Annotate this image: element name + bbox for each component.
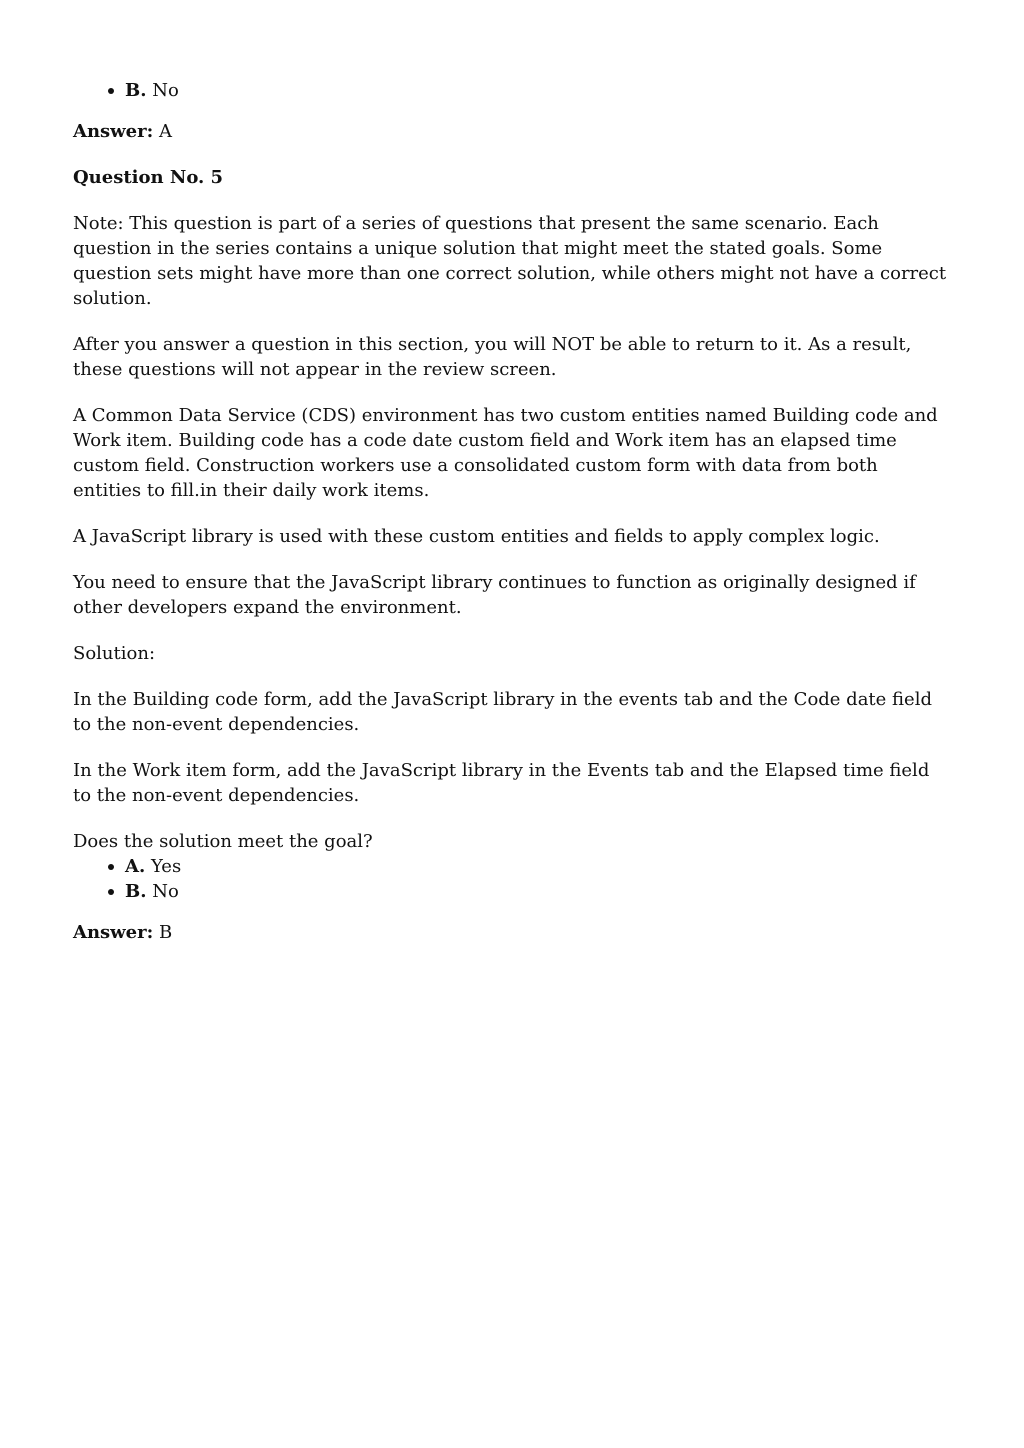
option-text: Yes [150,856,182,877]
question-title: Question No. 5 [73,167,224,188]
answer-label: Answer: [73,922,154,943]
option-text: No [152,881,179,902]
answer-value: A [159,121,172,142]
options-list [73,854,951,904]
paragraph-return-warning: After you answer a question in this section, you will NOT be able to return to it. As a result, these questions will not appear in the review screen. [73,334,912,380]
paragraph-solution-work-item: In the Work item form, add the JavaScript library in the Events tab and the Elapsed time field to the non-event dependencies. [73,760,930,806]
bullet-icon [108,889,114,895]
paragraph-solution-label: Solution: [73,643,156,664]
paragraph-note: Note: This question is part of a series of questions that present the same scenario. Each question in the series contains a unique solution that might meet the stated goals. Some question sets might have more than one correct solution, while others might not have a correct solution. [73,213,947,309]
paragraph-library: A JavaScript library is used with these custom entities and fields to apply complex logic. [73,526,880,547]
option-text: No [152,80,179,101]
paragraph-scenario: A Common Data Service (CDS) environment has two custom entities named Building code and Work item. Building code has a code date custom field and Work item has an elapsed time custom field. Construction workers use a consolidated custom form with data from both entities to fill.in their daily work items. [73,405,938,501]
bullet-icon [108,88,114,94]
bullet-icon [108,864,114,870]
option-letter: B. [125,80,147,101]
answer [73,920,951,945]
list-item [125,854,951,879]
answer-value: B [159,922,173,943]
paragraph-goal-question: Does the solution meet the goal? [73,831,373,852]
prev-options-list [73,78,951,103]
prev-answer [73,119,951,144]
document-page [73,78,951,945]
list-item [125,78,951,103]
option-letter: B. [125,881,147,902]
list-item [125,879,951,904]
paragraph-solution-building: In the Building code form, add the JavaScript library in the events tab and the Code date field to the non-event dependencies. [73,689,932,735]
option-letter: A. [125,856,146,877]
answer-label: Answer: [73,121,154,142]
paragraph-requirement: You need to ensure that the JavaScript library continues to function as originally designed if other developers expand the environment. [73,572,916,618]
